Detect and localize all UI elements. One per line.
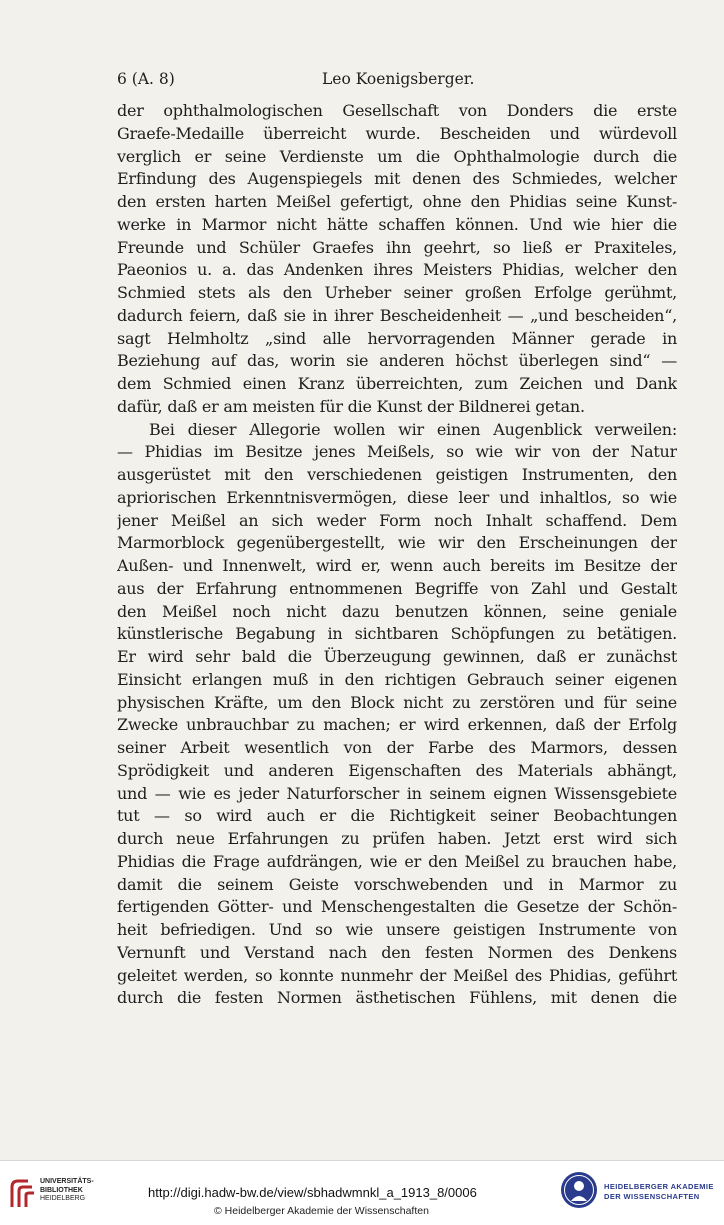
text-line: Phidias die Frage aufdrängen, wie er den Meißel zu brauchen habe,	[117, 851, 677, 871]
text-line: jener Meißel an sich weder Form noch Inhalt schaffend. Dem	[117, 510, 677, 530]
text-line: sagt Helmholtz „sind alle hervorragenden Männer gerade in	[117, 328, 677, 348]
text-line: dadurch feiern, daß sie in ihrer Bescheidenheit — „und bescheiden“,	[117, 305, 677, 325]
text-line: dem Schmied einen Kranz überreichten, zum Zeichen und Dank	[117, 374, 677, 393]
academy-name: HEIDELBERGER AKADEMIE DER WISSENSCHAFTEN	[604, 1182, 714, 1201]
text-line: seiner Arbeit wesentlich von der Farbe des Marmors, dessen	[117, 738, 677, 757]
text-line: Außen- und Innenwelt, wird er, wenn auch bereits im Besitze der	[117, 556, 677, 575]
text-line: physischen Kräfte, um den Block nicht zu zerstören und für seine	[117, 692, 677, 712]
text-line: geleitet werden, so konnte nunmehr der Meißel des Phidias, geführt	[117, 965, 677, 985]
text-line: Vernunft und Verstand nach den festen Normen des Denkens	[117, 942, 677, 962]
running-title: Leo Koenigsberger.	[322, 70, 475, 88]
copyright-notice: © Heidelberger Akademie der Wissenschaften	[214, 1205, 429, 1217]
text-line: Er wird sehr bald die Überzeugung gewinnen, daß er zunächst	[117, 647, 677, 666]
text-line: durch neue Erfahrungen zu prüfen haben. Jetzt erst wird sich	[117, 829, 677, 848]
text-line: tut — so wird auch er die Richtigkeit seiner Beobachtungen	[117, 806, 677, 826]
text-line: fertigenden Götter- und Menschengestalten die Gesetze der Schön-	[117, 897, 677, 917]
text-line: der ophthalmologischen Gesellschaft von Donders die erste	[117, 101, 677, 120]
text-line: Sprödigkeit und anderen Eigenschaften des Materials abhängt,	[117, 760, 677, 780]
page-header	[117, 70, 622, 94]
university-library-logo-icon	[8, 1177, 36, 1211]
page-number: 6 (A. 8)	[117, 70, 175, 88]
academy-seal-icon	[560, 1171, 598, 1209]
text-line: durch die festen Normen ästhetischen Fühlens, mit denen die	[117, 988, 677, 1008]
text-line: heit befriedigen. Und so wie unsere geistigen Instrumente von	[117, 920, 677, 939]
text-line: den ersten harten Meißel gefertigt, ohne den Phidias seine Kunst-	[117, 192, 677, 211]
text-line: Einsicht erlangen muß in den richtigen Gebrauch seiner eigenen	[117, 669, 677, 689]
text-line: — Phidias im Besitze jenes Meißels, so wie wir von der Natur	[117, 442, 677, 462]
text-line: Erfindung des Augenspiegels mit denen des Schmiedes, welcher	[117, 169, 677, 189]
body-text	[117, 100, 677, 1010]
text-line: apriorischen Erkenntnisvermögen, diese leer und inhaltlos, so wie	[117, 487, 677, 507]
text-line: dafür, daß er am meisten für die Kunst der Bildnerei getan.	[117, 396, 585, 416]
text-line: Marmorblock gegenübergestellt, wie wir den Erscheinungen der	[117, 533, 677, 553]
university-library-name: UNIVERSITÄTS- BIBLIOTHEK HEIDELBERG	[40, 1178, 94, 1202]
text-line: ausgerüstet mit den verschiedenen geistigen Instrumenten, den	[117, 465, 677, 484]
text-line: Beziehung auf das, worin sie anderen höchst überlegen sind“ —	[117, 351, 677, 371]
text-line: Bei dieser Allegorie wollen wir einen Augenblick verweilen:	[149, 419, 677, 439]
text-line: aus der Erfahrung entnommenen Begriffe von Zahl und Gestalt	[117, 578, 677, 598]
text-line: verglich er seine Verdienste um die Ophthalmologie durch die	[117, 146, 677, 166]
text-line: und — wie es jeder Naturforscher in seinem eignen Wissensgebiete	[117, 783, 677, 803]
text-line: künstlerische Begabung in sichtbaren Schöpfungen zu betätigen.	[117, 624, 677, 644]
text-line: den Meißel noch nicht dazu benutzen können, seine geniale	[117, 601, 677, 621]
digitization-footer	[0, 1160, 724, 1225]
text-line: Zwecke unbrauchbar zu machen; er wird erkennen, daß der Erfolg	[117, 715, 677, 735]
text-line: Graefe-Medaille überreicht wurde. Bescheiden und würdevoll	[117, 123, 677, 143]
text-line: werke in Marmor nicht hätte schaffen können. Und wie hier die	[117, 214, 677, 234]
text-line: Schmied stets als den Urheber seiner großen Erfolge gerühmt,	[117, 283, 677, 302]
text-line: damit die seinem Geiste vorschwebenden und in Marmor zu	[117, 874, 677, 894]
text-line: Freunde und Schüler Graefes ihn geehrt, so ließ er Praxiteles,	[117, 237, 677, 257]
text-line: Paeonios u. a. das Andenken ihres Meisters Phidias, welcher den	[117, 260, 677, 280]
source-url-link[interactable]: http://digi.hadw-bw.de/view/sbhadwmnkl_a_1913_8/0006	[148, 1185, 477, 1200]
